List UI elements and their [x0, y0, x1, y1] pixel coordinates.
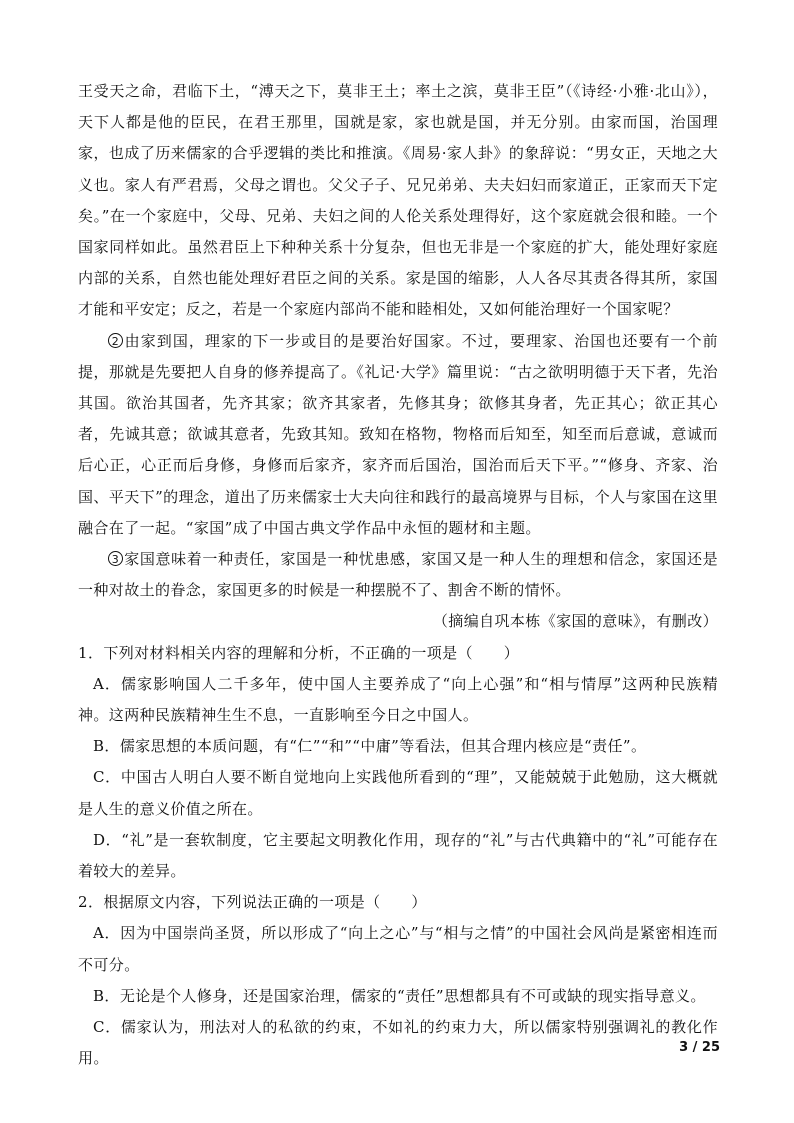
- source-citation: （摘编自巩本栋《家国的意味》，有删改）: [432, 612, 718, 631]
- question-1-option-d: D．“礼”是一套软制度，它主要起文明教化作用，现存的“礼”与古代典籍中的“礼”可能存在着较大的差异。: [78, 830, 718, 881]
- page-content: [78, 76, 718, 1075]
- question-2-option-a: A．因为中国崇尚圣贤，所以形成了“向上之心”与“相与之情”的中国社会风尚是紧密相连而不可分。: [78, 924, 718, 974]
- question-1-option-b: B．儒家思想的本质问题，有“仁”“和”“中庸”等看法，但其合理内核应是“责任”。: [93, 737, 647, 756]
- question-1-stem: 1．下列对材料相关内容的理解和分析，不正确的一项是（ ）: [78, 643, 520, 662]
- paragraph-3: [78, 544, 718, 606]
- paragraph-2-text: 由家到国，理家的下一步或目的是要治好国家。不过，要理家、治国也还要有一个前提，那就是先要把人自身的修养提高了。《礼记·大学》篇里说：“古之欲明明德于天下者，先治其国。欲治其国者，先齐其家；欲齐其家者，先修其身；欲修其身者，先正其心；欲正其心者，先诚其意；欲诚其意者，先致其知。致知在格物，物格而后知至，知至而后意诚，意诚而后心正，心正而后身修，身修而后家齐，家齐而后国治，国治而后天下平。”“修身、齐家、治国、平天下”的理念，道出了历来儒家士大夫向往和践行的最高境界与目标，个人与家国在这里融合在了一起。“家国”成了中国古典文学作品中永恒的题材和主题。: [78, 331, 718, 537]
- circled-number-3: 3: [108, 551, 123, 566]
- question-2-stem: 2．根据原文内容，下列说法正确的一项是（ ）: [78, 893, 427, 912]
- paragraph-2: [78, 326, 718, 544]
- question-1-option-c: C．中国古人明白人要不断自觉地向上实践他所看到的“理”，又能兢兢于此勉励，这大概就是人生的意义价值之所在。: [78, 768, 718, 818]
- paragraph-1: 王受天之命，君临下土，“溥天之下，莫非王土；率土之滨，莫非王臣”（《诗经·小雅·北山》），天下人都是他的臣民，在君王那里，国就是家，家也就是国，并无分别。由家而国，治国理家，也成了历来儒家的合乎逻辑的类比和推演。《周易·家人卦》的象辞说：“男女正，天地之大义也。家人有严君焉，父母之谓也。父父子子、兄兄弟弟、夫夫妇妇而家道正，正家而天下定矣。”在一个家庭中，父母、兄弟、夫妇之间的人伦关系处理得好，这个家庭就会很和睦。一个国家同样如此。虽然君臣上下种种关系十分复杂，但也无非是一个家庭的扩大，能处理好家庭内部的关系，自然也能处理好君臣之间的关系。家是国的缩影，人人各尽其责各得其所，家国才能和平安定；反之，若是一个家庭内部尚不能和睦相处，又如何能治理好一个国家呢？: [78, 82, 718, 319]
- circled-number-2: 2: [108, 333, 123, 348]
- paragraph-3-text: 家国意味着一种责任，家国是一种忧患感，家国又是一种人生的理想和信念，家国还是一种对故土的眷念，家国更多的时候是一种摆脱不了、割舍不断的情怀。: [78, 550, 718, 600]
- question-2-option-b: B．无论是个人修身，还是国家治理，儒家的“责任”思想都具有不可或缺的现实指导意义。: [93, 986, 706, 1005]
- question-2-option-c: C．儒家认为，刑法对人的私欲的约束，不如礼的约束力大，所以儒家特别强调礼的教化作用。: [78, 1018, 718, 1068]
- question-1-option-a: A．儒家影响国人二千多年，使中国人主要养成了“向上心强”和“相与情厚”这两种民族精神。这两种民族精神生生不息，一直影响至今日之中国人。: [78, 674, 718, 725]
- page-number: 3 / 25: [679, 1040, 720, 1055]
